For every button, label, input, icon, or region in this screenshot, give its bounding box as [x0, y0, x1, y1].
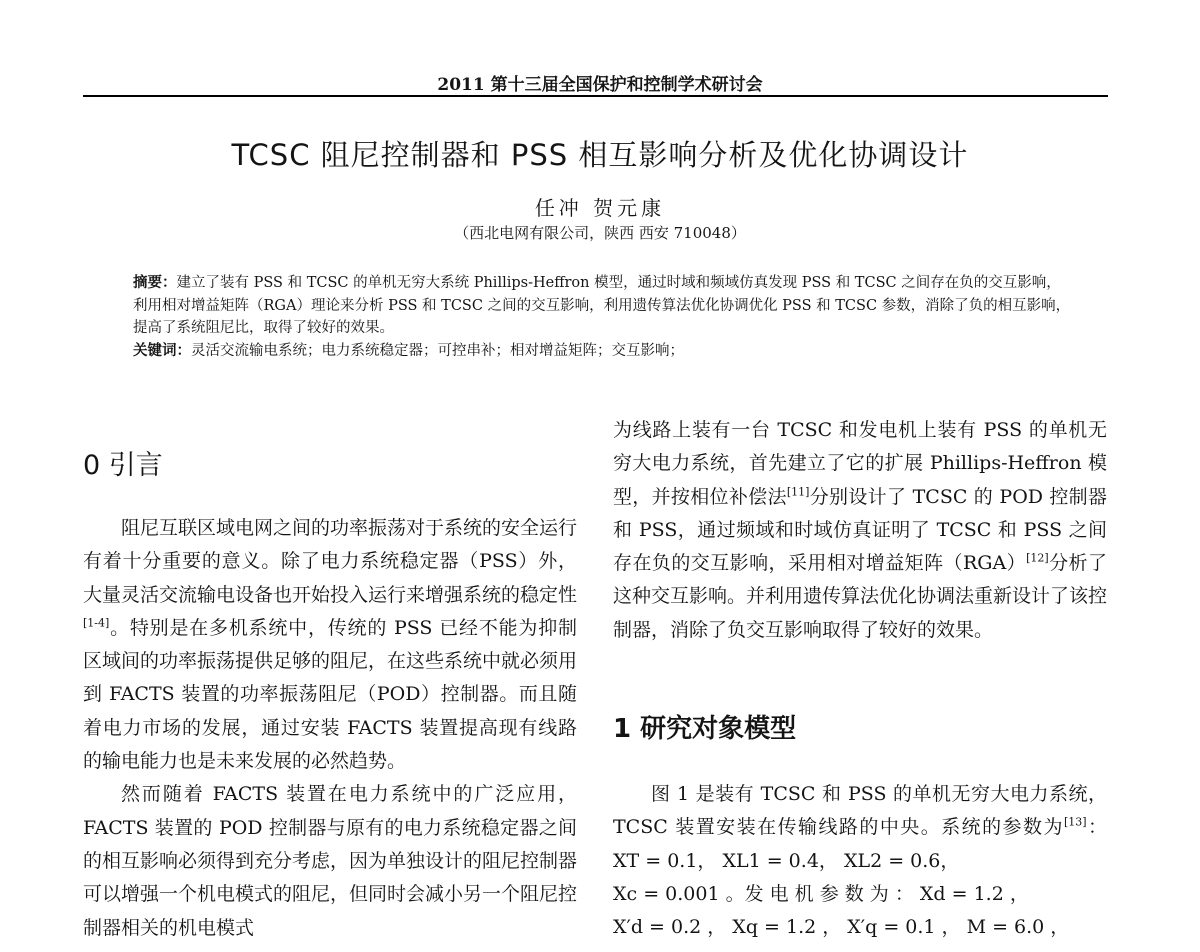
right-text-a: 为线路上装有一台 TCSC 和发电机上装有 PSS 的单机无穷大电力系统，首先建立了它的扩展 Phillips-Heffron 模型，并按相位补偿法	[613, 419, 1107, 508]
citation-ref: [12]	[1026, 551, 1049, 565]
generator-parameters-2: X′d = 0.2 ， Xq = 1.2 ， X′q = 0.1 ， M = 6.0 ，	[613, 916, 1070, 939]
citation-ref: [13]	[1063, 815, 1087, 829]
paper-title: TCSC 阻尼控制器和 PSS 相互影响分析及优化协调设计	[231, 138, 969, 172]
citation-ref: [11]	[786, 485, 810, 499]
right-paragraph-1	[613, 414, 1107, 647]
intro-text-b: 。特别是在多机系统中，传统的 PSS 已经不能为抑制区域间的功率振荡提供足够的阻尼，在这些系统中就必须用到 FACTS 装置的功率振荡阻尼（POD）控制器。而且随着电力市场的发展，通过安装 FACTS 装置提高现有线路的输电能力也是未来发展的必然趋势。	[83, 616, 578, 773]
keywords-paragraph	[133, 340, 1073, 363]
abstract-text: 建立了装有 PSS 和 TCSC 的单机无穷大系统 Phillips-Heffron 模型，通过时域和频域仿真发现 PSS 和 TCSC 之间存在负的交互影响，利用相对增益矩阵（RGA）理论来分析 PSS 和 TCSC 之间的交互影响，利用遗传算法优化协调优化 PSS 和 TCSC 参数，消除了负的相互影响，提高了系统阻尼比，取得了较好的效果。	[133, 275, 1071, 336]
right-column-body-top	[613, 414, 1107, 647]
keywords-text: 灵活交流输电系统；电力系统稳定器；可控串补；相对增益矩阵；交互影响；	[191, 342, 684, 359]
right-text-c: 分析了这种交互影响。并利用遗传算法优化协调法重新设计了该控制器，消除了负交互影响取得了较好的效果。	[613, 552, 1108, 641]
right-column-body-bottom	[613, 778, 1107, 944]
abstract-paragraph	[133, 272, 1073, 340]
right-text-b: 分别设计了 TCSC 的 POD 控制器和 PSS，通过频域和时域仿真证明了 TCSC 和 PSS 之间存在负的交互影响，采用相对增益矩阵（RGA）	[613, 485, 1107, 575]
keywords-label: 关键词：	[133, 341, 191, 359]
model-paragraph	[613, 778, 1107, 878]
header-rule	[83, 95, 1108, 97]
paper-authors: 任冲 贺元康	[534, 196, 666, 220]
intro-paragraph-2: 然而随着 FACTS 装置在电力系统中的广泛应用，FACTS 装置的 POD 控制器与原有的电力系统稳定器之间的相互影响必须得到充分考虑，因为单独设计的阻尼控制器可以增强一个机电模式的阻尼，但同时会减小另一个阻尼控制器相关的机电模式	[83, 783, 578, 939]
citation-ref: [1-4]	[83, 616, 110, 630]
intro-text-a: 阻尼互联区域电网之间的功率振荡对于系统的安全运行有着十分重要的意义。除了电力系统稳定器（PSS）外，大量灵活交流输电设备也开始投入运行来增强系统的稳定性	[83, 517, 578, 606]
abstract-label: 摘要：	[133, 274, 177, 291]
abstract-block	[133, 272, 1073, 362]
generator-parameters: Xc = 0.001 。发 电 机 参 数 为 ： Xd = 1.2 ，	[613, 882, 1029, 905]
model-text-a: 图 1 是装有 TCSC 和 PSS 的单机无穷大电力系统，TCSC 装置安装在传输线路的中央。系统的参数为	[613, 783, 1107, 839]
intro-paragraph-1	[83, 512, 577, 778]
section-heading-model: 1 研究对象模型	[613, 714, 797, 744]
section-heading-intro: 0 引言	[83, 450, 163, 481]
conference-header: 2011 第十三届全国保护和控制学术研讨会	[437, 75, 763, 95]
left-column-body	[83, 512, 577, 945]
paper-affiliation: （西北电网有限公司，陕西 西安 710048）	[454, 224, 746, 242]
system-parameters: ： XT = 0.1， XL1 = 0.4， XL2 = 0.6，	[613, 816, 1107, 872]
